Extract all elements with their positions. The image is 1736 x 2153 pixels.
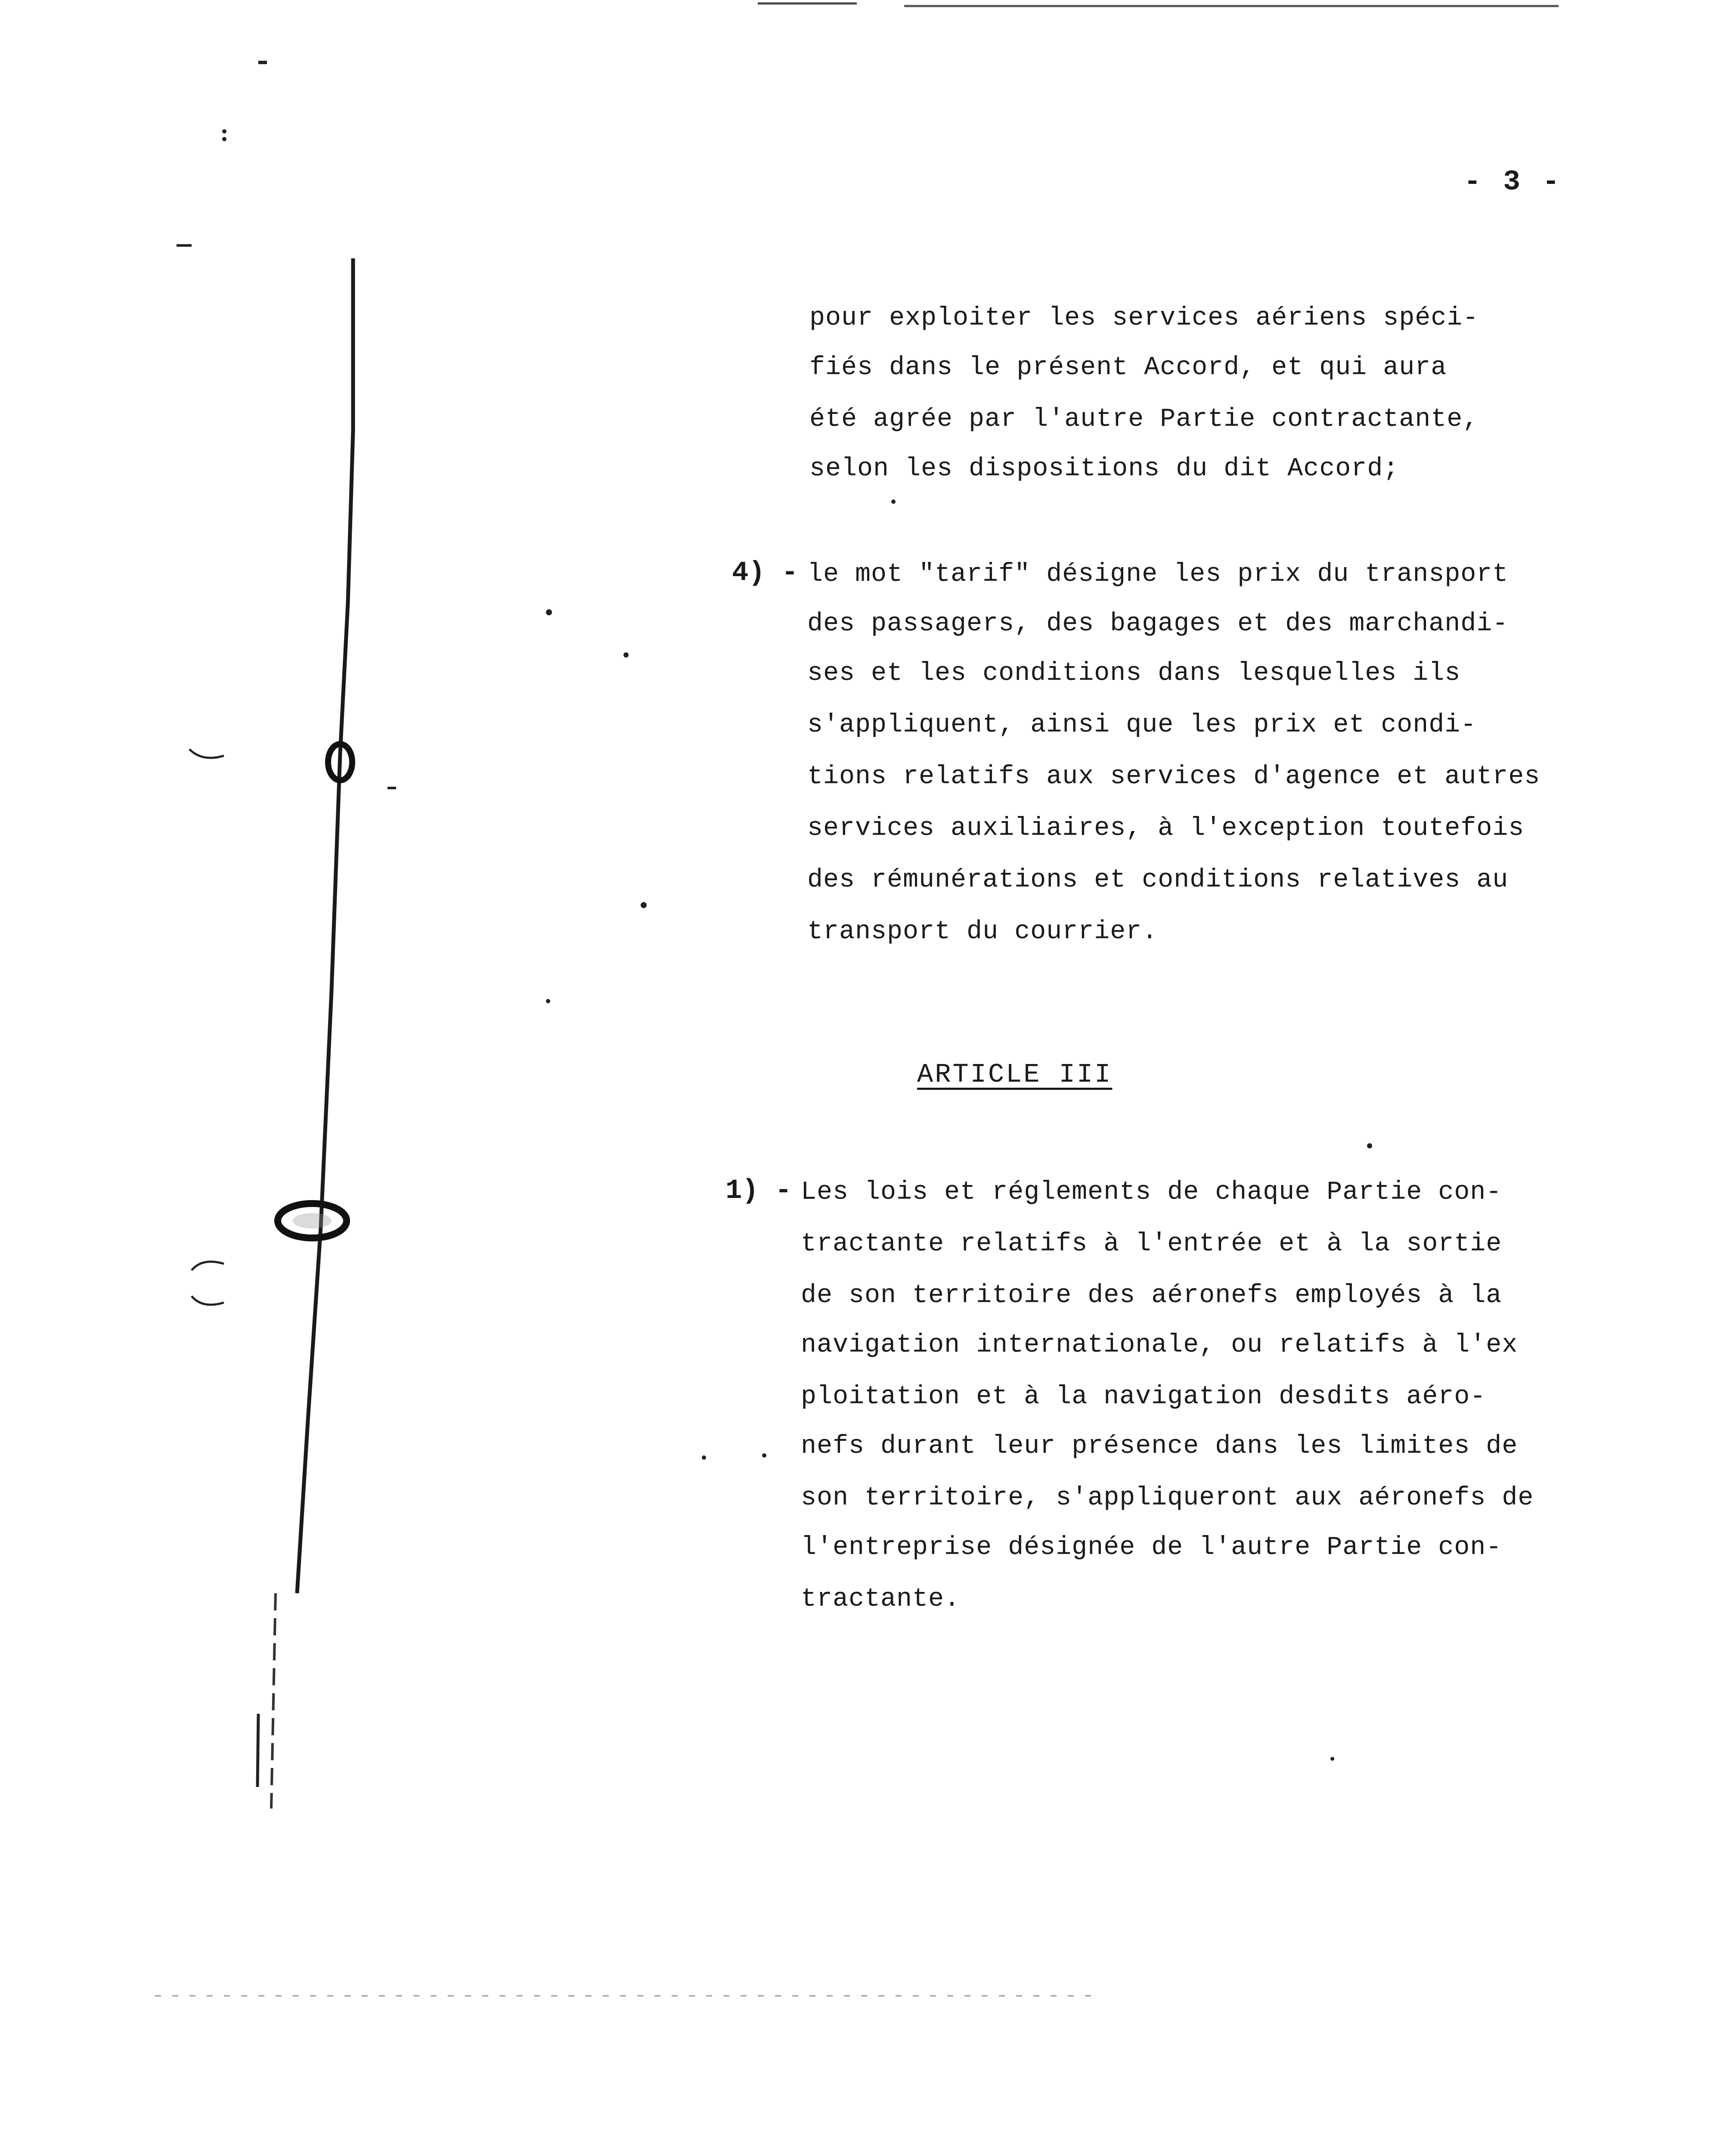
speck bbox=[762, 1453, 766, 1458]
text-line: services auxiliaires, à l'exception toutefois bbox=[807, 814, 1525, 843]
text-line: des rémunérations et conditions relatives au bbox=[807, 866, 1509, 895]
text-line: tractante. bbox=[801, 1585, 961, 1614]
text-line: selon les dispositions du dit Accord; bbox=[809, 454, 1399, 484]
text-line: navigation internationale, ou relatifs à l'ex bbox=[801, 1331, 1518, 1360]
text-line: Les lois et réglements de chaque Partie con- bbox=[801, 1178, 1502, 1207]
text-line: de son territoire des aéronefs employés à la bbox=[801, 1281, 1502, 1310]
page-number: - 3 - bbox=[1464, 166, 1562, 198]
text-line: le mot "tarif" désigne les prix du transport bbox=[807, 560, 1509, 589]
speck bbox=[222, 129, 226, 133]
speck bbox=[702, 1455, 706, 1460]
punch-hole bbox=[293, 1213, 332, 1229]
text-line: pour exploiter les services aériens spéci- bbox=[809, 304, 1479, 333]
speck bbox=[623, 652, 629, 658]
item-marker: 1) - bbox=[725, 1176, 792, 1207]
text-line: fiés dans le présent Accord, et qui aura bbox=[809, 353, 1447, 382]
binding-line bbox=[257, 1714, 258, 1787]
speck bbox=[1330, 1757, 1334, 1761]
text-line: transport du courrier. bbox=[807, 917, 1158, 946]
speck bbox=[222, 137, 226, 141]
margin-mark bbox=[192, 1296, 224, 1305]
text-line: ploitation et à la navigation desdits aéro- bbox=[801, 1382, 1486, 1412]
text-line: l'entreprise désignée de l'autre Partie con- bbox=[801, 1533, 1502, 1562]
margin-mark bbox=[189, 749, 224, 758]
binding-line bbox=[297, 258, 353, 1593]
text-line: son territoire, s'appliqueront aux aéronefs de bbox=[801, 1483, 1534, 1513]
text-line: des passagers, des bagages et des marchandi- bbox=[807, 609, 1509, 639]
speck bbox=[1367, 1143, 1372, 1148]
text-line: été agrée par l'autre Partie contractante, bbox=[809, 405, 1479, 434]
text-line: ses et les conditions dans lesquelles ils bbox=[807, 659, 1461, 688]
binding-line bbox=[271, 1593, 276, 1809]
speck bbox=[641, 902, 647, 908]
speck bbox=[891, 499, 896, 504]
text-line: nefs durant leur présence dans les limites de bbox=[801, 1432, 1518, 1461]
article-heading: ARTICLE III bbox=[917, 1059, 1113, 1090]
text-line: tractante relatifs à l'entrée et à la sortie bbox=[801, 1229, 1502, 1259]
speck bbox=[546, 609, 552, 615]
text-line: tions relatifs aux services d'agence et autres bbox=[807, 762, 1541, 791]
speck bbox=[546, 999, 550, 1003]
text-line: s'appliquent, ainsi que les prix et condi- bbox=[807, 710, 1477, 740]
margin-mark bbox=[192, 1262, 224, 1270]
item-marker: 4) - bbox=[732, 558, 798, 589]
